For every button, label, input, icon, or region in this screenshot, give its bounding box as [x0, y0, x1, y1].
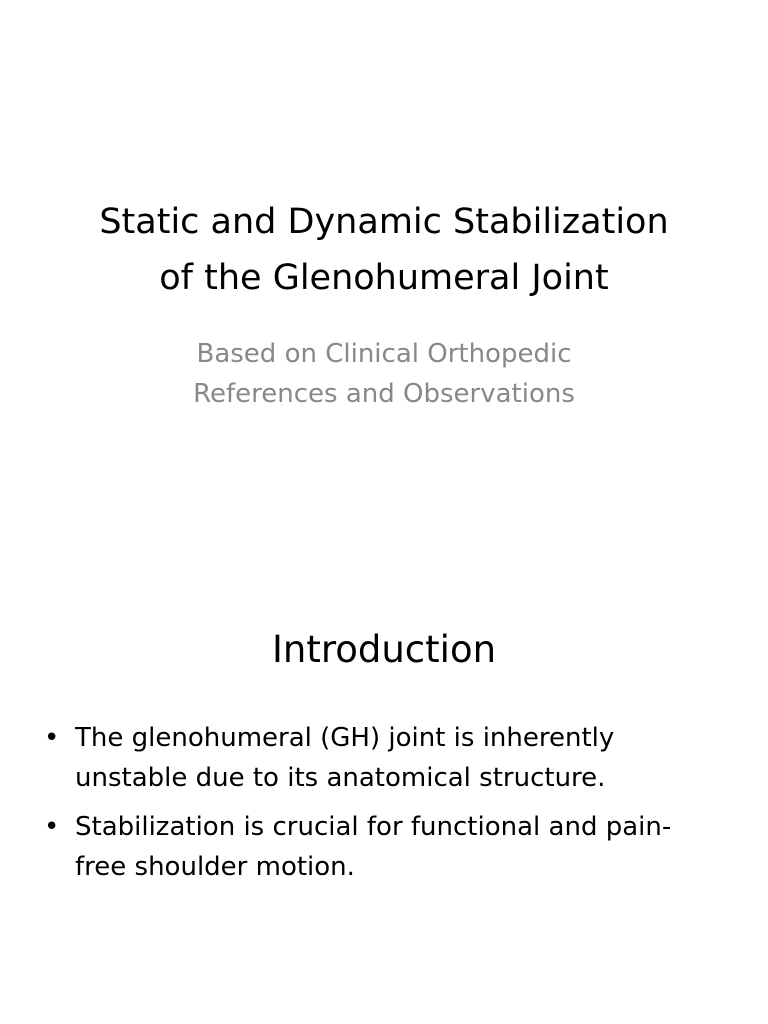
- slide-title-line-1: Static and Dynamic Stabilization: [99, 202, 669, 242]
- slide-title: [40, 194, 728, 306]
- bullet-list: [40, 718, 720, 896]
- slide-title-line-2: of the Glenohumeral Joint: [159, 258, 609, 298]
- slide-subtitle-line-2: References and Observations: [193, 379, 575, 409]
- bullet-text-line-1: The glenohumeral (GH) joint is inherently: [75, 723, 615, 753]
- bullet-text-line-1: Stabilization is crucial for functional and pain-: [75, 812, 672, 842]
- bullet-icon: •: [44, 723, 60, 753]
- bullet-text-line-2: unstable due to its anatomical structure.: [75, 763, 606, 793]
- bullet-item: [40, 718, 720, 798]
- bullet-icon: •: [44, 812, 60, 842]
- bullet-text-line-2: free shoulder motion.: [75, 852, 355, 882]
- bullet-item: [40, 807, 720, 887]
- slide-subtitle-line-1: Based on Clinical Orthopedic: [196, 339, 572, 369]
- introduction-slide: [0, 512, 768, 1024]
- slide-subtitle: [60, 334, 708, 414]
- slide-heading: Introduction: [271, 628, 497, 671]
